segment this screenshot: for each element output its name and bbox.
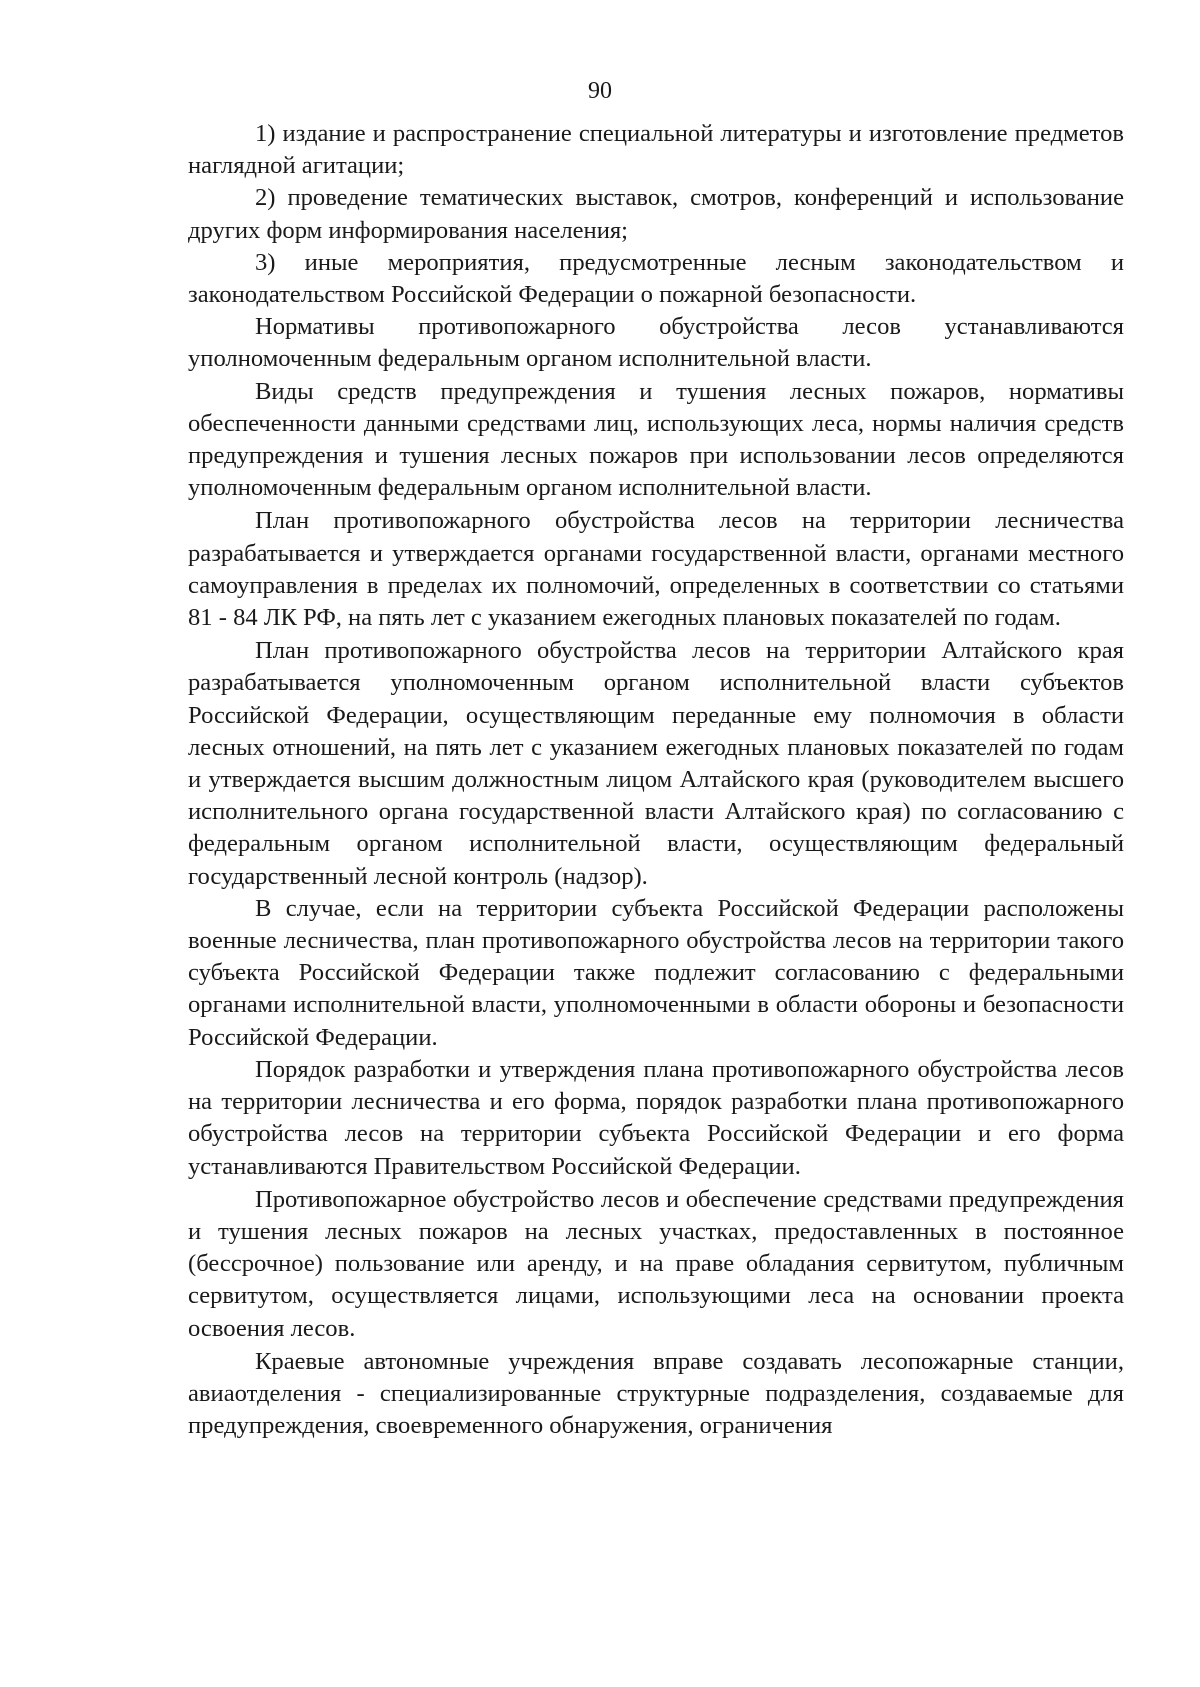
paragraph-item-3: 3) иные мероприятия, предусмотренные лесным законодательством и законодательством Российской Федерации о пожарной безопасности. <box>188 248 1124 309</box>
paragraph-military-forestry: В случае, если на территории субъекта Российской Федерации расположены военные лесничества, план противопожарного обустройства лесов на территории такого субъекта Российской Федерации также подлежит согласованию с федеральными органами исполнительной власти, уполномоченными в области обороны и безопасности Российской Федерации. <box>188 894 1124 1051</box>
paragraph-means-types: Виды средств предупреждения и тушения лесных пожаров, нормативы обеспеченности данными средствами лиц, использующих леса, нормы наличия средств предупреждения и тушения лесных пожаров при использовании лесов определяются уполномоченным федеральным органом исполнительной власти. <box>188 377 1124 502</box>
paragraph-standards: Нормативы противопожарного обустройства лесов устанавливаются уполномоченным федеральным органом исполнительной власти. <box>188 313 1124 373</box>
paragraph-item-2: 2) проведение тематических выставок, смотров, конференций и использование других форм информирования населения; <box>188 184 1124 244</box>
document-body <box>188 118 1124 1442</box>
paragraph-item-1: 1) издание и распространение специальной литературы и изготовление предметов наглядной агитации; <box>188 120 1124 180</box>
paragraph-forestry-plan: План противопожарного обустройства лесов на территории лесничества разрабатывается и утверждается органами государственной власти, органами местного самоуправления в пределах их полномочий, определенных в соответствии со статьями 81 - 84 ЛК РФ, на пять лет с указанием ежегодных плановых показателей по годам. <box>188 507 1124 632</box>
page-number: 90 <box>588 78 612 104</box>
paragraph-fire-arrangement: Противопожарное обустройство лесов и обеспечение средствами предупреждения и тушения лесных пожаров на лесных участках, предоставленных в постоянное (бессрочное) пользование или аренду, и на праве обладания сервитутом, публичным сервитутом, осуществляется лицами, использующими леса на основании проекта освоения лесов. <box>188 1185 1124 1342</box>
paragraph-autonomous-institutions: Краевые автономные учреждения вправе создавать лесопожарные станции, авиаотделения - специализированные структурные подразделения, создаваемые для предупреждения, своевременного обнаружения, ограничения <box>188 1347 1124 1440</box>
paragraph-altai-plan: План противопожарного обустройства лесов на территории Алтайского края разрабатывается уполномоченным органом исполнительной власти субъектов Российской Федерации, осуществляющим переданные ему полномочия в области лесных отношений, на пять лет с указанием ежегодных плановых показателей по годам и утверждается высшим должностным лицом Алтайского края (руководителем высшего исполнительного органа государственной власти Алтайского края) по согласованию с федеральным органом исполнительной власти, осуществляющим федеральный государственный лесной контроль (надзор). <box>188 637 1124 890</box>
paragraph-procedure: Порядок разработки и утверждения плана противопожарного обустройства лесов на территории лесничества и его форма, порядок разработки плана противопожарного обустройства лесов на территории субъекта Российской Федерации и его форма устанавливаются Правительством Российской Федерации. <box>188 1055 1124 1180</box>
